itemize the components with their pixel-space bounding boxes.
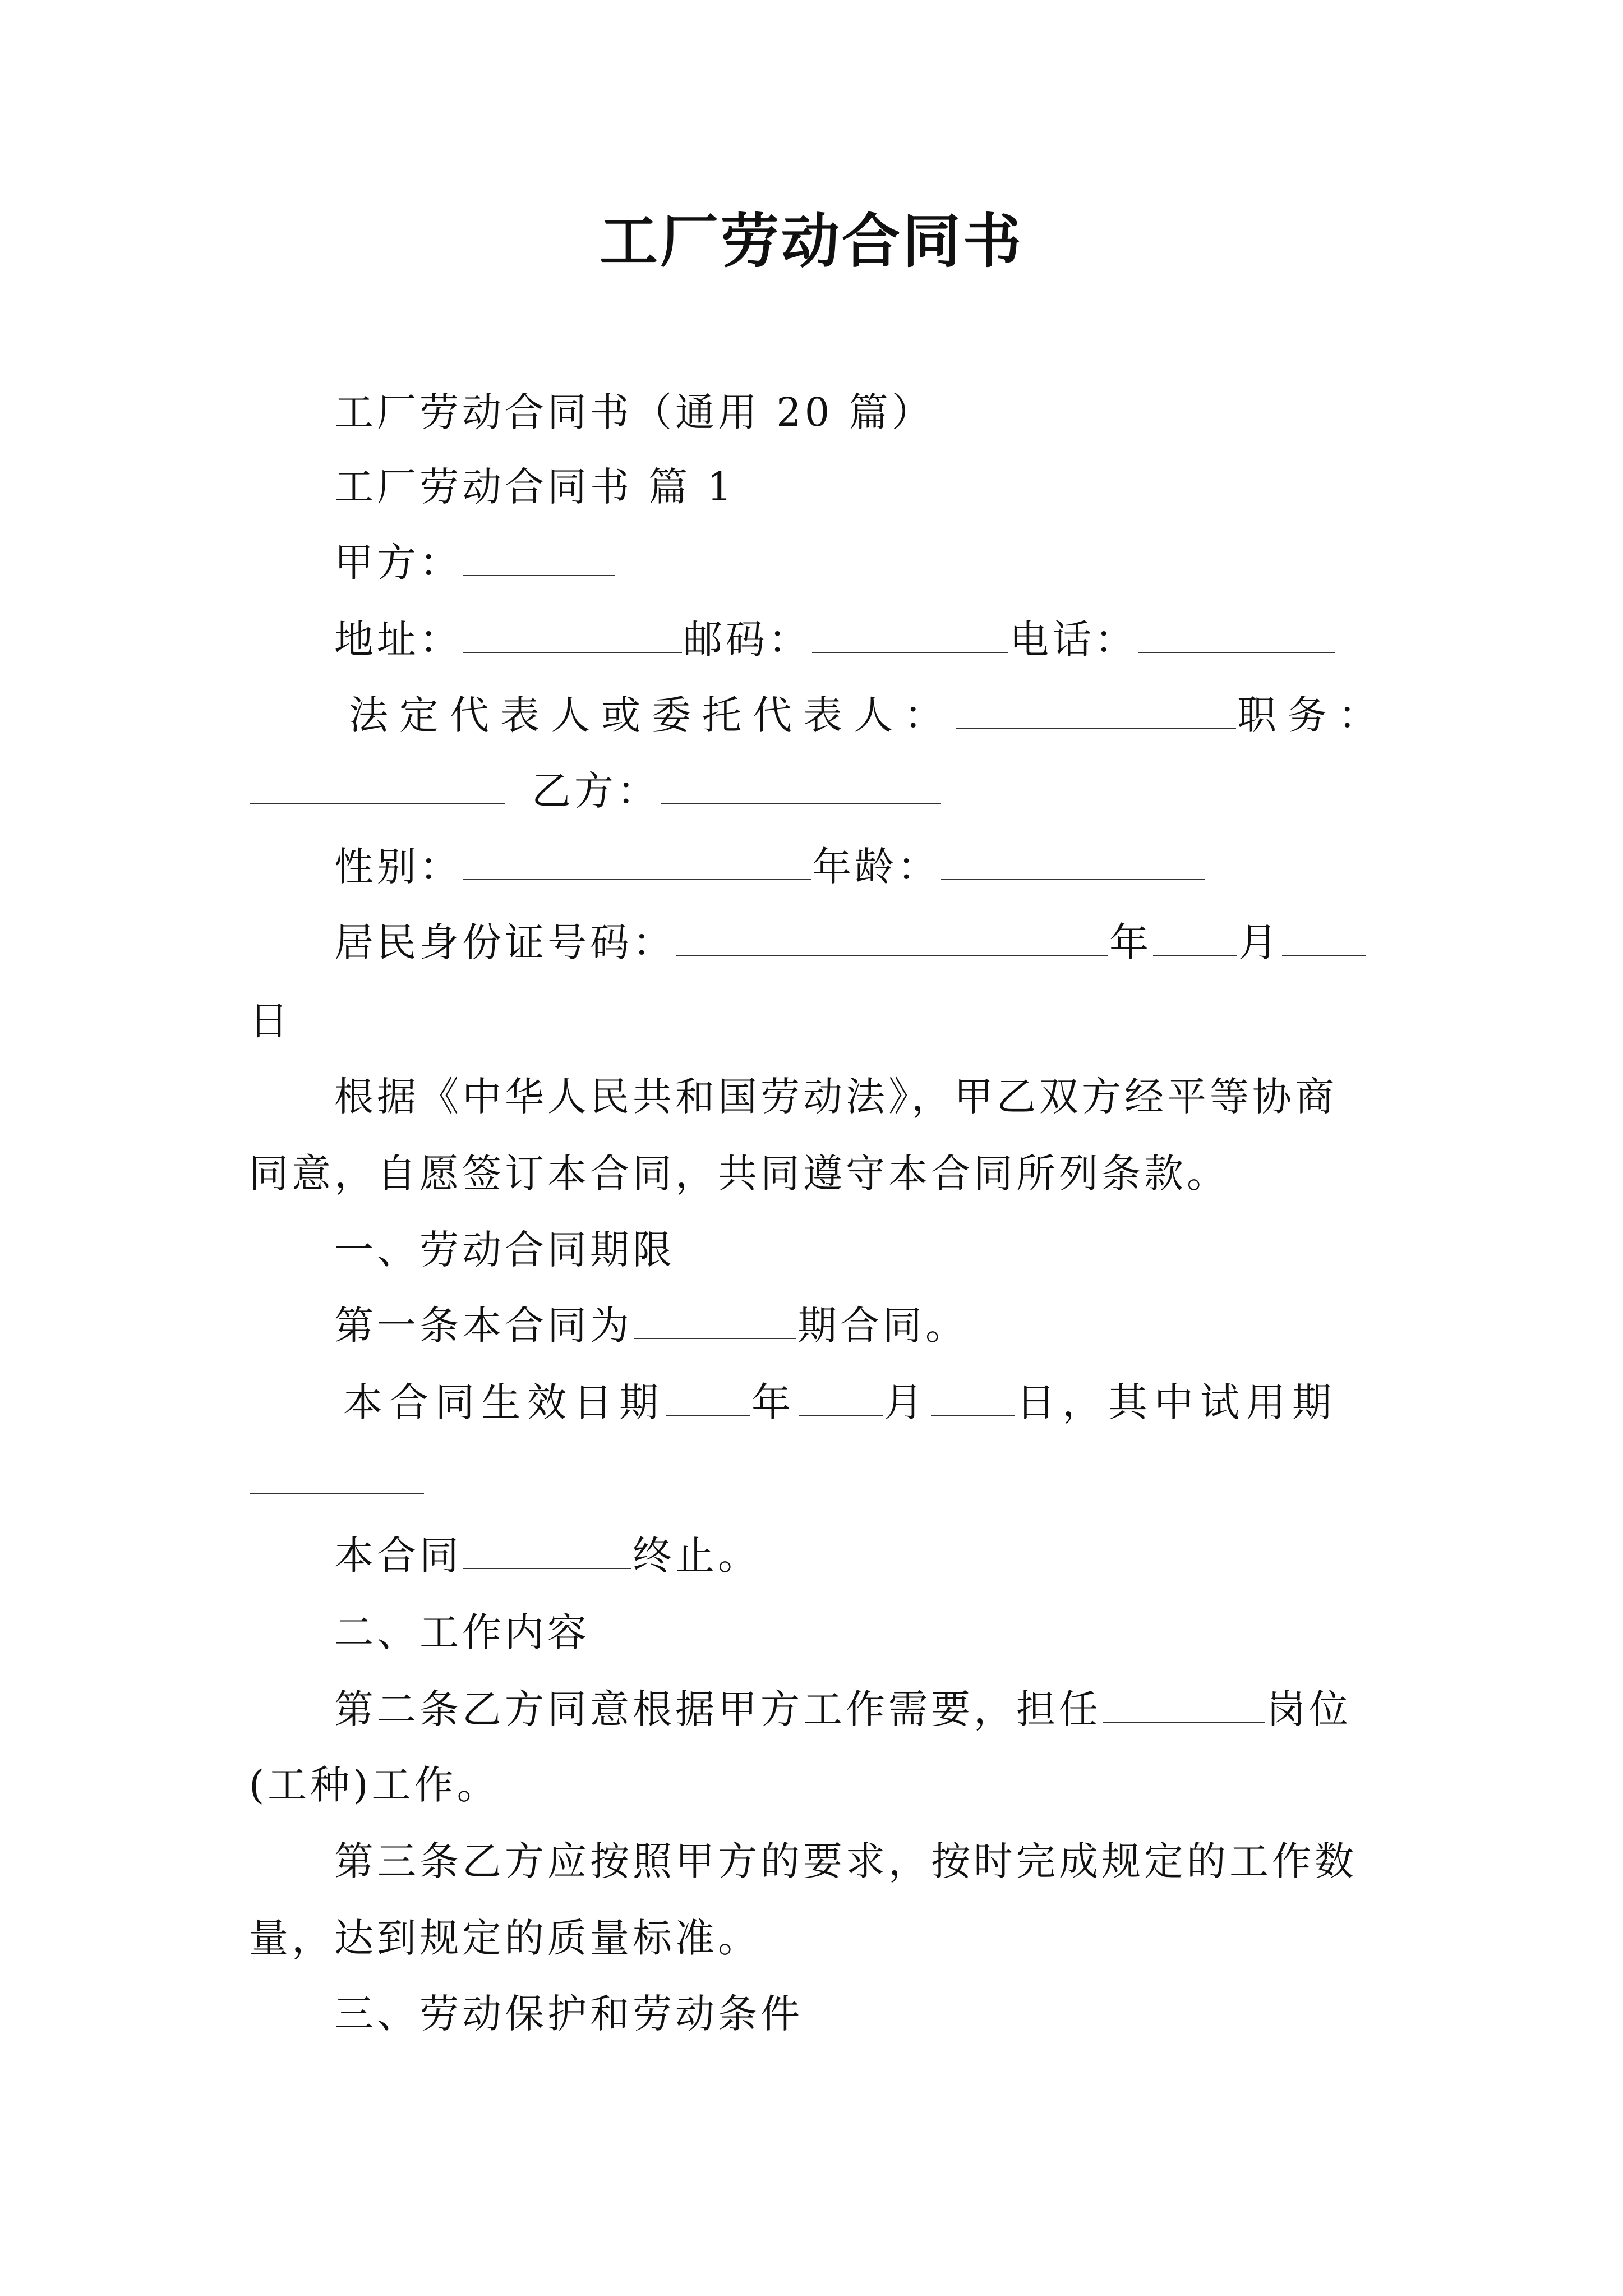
subtitle: 工厂劳动合同书（通用 20 篇） [334,389,934,435]
day-label: 日 [249,998,292,1044]
effective-date-line [343,1374,1338,1430]
address-label: 地址： [334,616,462,662]
phone-label: 电话： [1009,616,1137,662]
position-party-b-line [249,763,942,819]
clause-1-text-a: 第一条本合同为 [334,1303,633,1349]
address-line [334,611,1336,668]
section-2-heading: 二、工作内容 [334,1609,590,1655]
position-blank[interactable] [250,770,505,804]
id-number-blank[interactable] [676,921,1108,956]
address-blank[interactable] [463,618,682,653]
effective-text-a: 本合同生效日期 [343,1379,665,1425]
age-blank[interactable] [941,845,1205,880]
postcode-blank[interactable] [812,618,1008,653]
preamble-line-2: 同意，自愿签订本合同，共同遵守本合同所列条款。 [249,1151,1229,1197]
gender-blank[interactable] [463,845,811,880]
terminate-text-a: 本合同 [334,1533,462,1579]
effective-month-blank[interactable] [799,1381,883,1416]
clause-1-text-b: 期合同。 [797,1303,968,1349]
party-b-blank[interactable] [661,770,941,804]
contract-term-blank[interactable] [634,1304,796,1339]
party-a-line [334,535,616,591]
clause-2-line [334,1681,1352,1737]
preamble-line-1: 根据《中华人民共和国劳动法》，甲乙双方经平等协商 [334,1074,1338,1120]
gender-label: 性别： [334,844,462,890]
effective-day-blank[interactable] [931,1381,1015,1416]
legal-rep-label: 法定代表人或委托代表人： [349,692,955,738]
phone-blank[interactable] [1138,618,1335,653]
section-3-heading: 三、劳动保护和劳动条件 [334,1991,803,2037]
effective-year-label: 年 [751,1379,797,1425]
clause-2-continuation: (工种)工作。 [249,1762,500,1808]
page-title: 工厂劳动合同书 [599,206,1023,275]
id-number-line [334,914,1367,970]
terminate-text-b: 终止。 [633,1533,760,1579]
party-a-label: 甲方： [334,540,462,586]
party-b-label: 乙方： [532,768,660,814]
clause-3-line-2: 量，达到规定的质量标准。 [249,1915,760,1961]
clause-3-line-1: 第三条乙方应按照甲方的要求，按时完成规定的工作数 [334,1838,1357,1884]
effective-month-label: 月 [884,1379,930,1425]
id-number-label: 居民身份证号码： [334,919,675,965]
probation-line [249,1453,425,1509]
section-1-heading: 一、劳动合同期限 [334,1227,675,1273]
effective-year-blank[interactable] [666,1381,750,1416]
postcode-label: 邮码： [683,616,811,662]
legal-rep-line [349,687,1389,743]
id-day-blank[interactable] [1282,921,1366,956]
gender-age-line [334,839,1206,895]
clause-2-text-b: 岗位 [1266,1686,1352,1732]
id-month-blank[interactable] [1153,921,1237,956]
clause-2-text-a: 第二条乙方同意根据甲方工作需要，担任 [334,1686,1101,1732]
age-label: 年龄： [812,844,940,890]
party-a-blank[interactable] [463,541,615,576]
probation-blank[interactable] [250,1460,424,1494]
id-month-label: 月 [1238,919,1281,965]
legal-rep-blank[interactable] [956,694,1236,729]
termination-blank[interactable] [463,1534,631,1569]
position-label: 职务： [1237,692,1389,738]
job-position-blank[interactable] [1103,1688,1265,1723]
termination-line [334,1527,760,1584]
id-year-label: 年 [1109,919,1152,965]
effective-text-b: 日，其中试用期 [1016,1379,1338,1425]
clause-1-line [334,1297,968,1354]
article-label: 工厂劳动合同书 篇 1 [334,464,736,510]
